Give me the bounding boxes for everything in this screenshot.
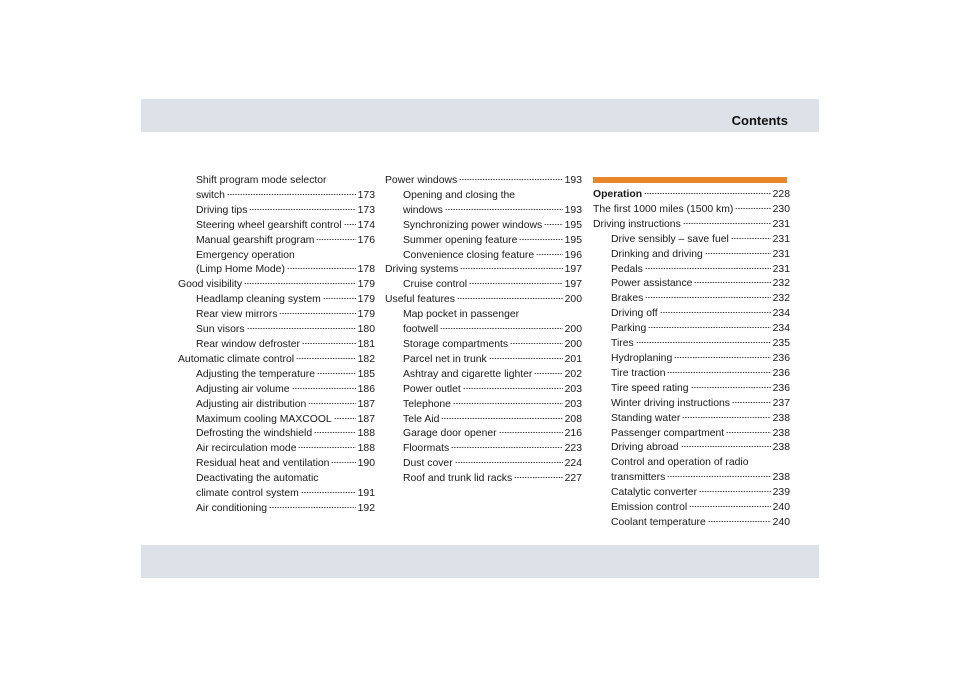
toc-page-number: 202 [564, 368, 582, 380]
toc-page-number: 181 [357, 338, 375, 350]
toc-entry[interactable] [385, 323, 582, 338]
toc-entry-line [178, 174, 375, 189]
footer-band [141, 545, 819, 578]
toc-entry[interactable] [178, 219, 375, 234]
toc-entry[interactable] [385, 338, 582, 353]
dot-leader [441, 417, 562, 420]
toc-entry-title: windows [403, 204, 443, 216]
toc-entry[interactable] [593, 322, 790, 337]
toc-entry[interactable] [385, 472, 582, 487]
toc-entry-title: Shift program mode selector [196, 175, 327, 186]
toc-entry-line [178, 472, 375, 487]
toc-entry-title: Storage compartments [403, 338, 509, 350]
toc-entry-title: Driving tips [196, 204, 248, 216]
toc-page-number: 236 [772, 352, 790, 364]
toc-entry-title: Tires [611, 338, 634, 350]
toc-entry[interactable] [178, 502, 375, 517]
dot-leader [453, 402, 563, 405]
toc-page-number: 231 [772, 218, 790, 230]
dot-leader [292, 387, 356, 390]
dot-leader [301, 491, 356, 494]
header-band [141, 99, 819, 132]
toc-page-number: 187 [357, 413, 375, 425]
dot-leader [674, 356, 770, 359]
toc-entry[interactable] [385, 368, 582, 383]
dot-leader [463, 387, 563, 390]
toc-entry-title: Power outlet [403, 383, 461, 395]
dot-leader [708, 520, 771, 523]
toc-entry[interactable] [385, 293, 582, 308]
toc-entry-title: Ashtray and cigarette lighter [403, 368, 533, 380]
toc-entry-title: Parcel net in trunk [403, 353, 487, 365]
dot-leader [279, 312, 355, 315]
toc-entry[interactable] [593, 352, 790, 367]
toc-page-number: 192 [357, 502, 375, 514]
toc-entry-title: Driving instructions [593, 218, 681, 230]
dot-leader [735, 207, 770, 210]
toc-entry[interactable] [178, 338, 375, 353]
toc-entry-title: Map pocket in passenger [403, 309, 520, 321]
toc-entry-title: Useful features [385, 294, 455, 306]
toc-entry-title: Operation [593, 189, 643, 200]
toc-entry-title: Maximum cooling MAXCOOL [196, 413, 332, 425]
toc-entry[interactable] [593, 486, 790, 501]
page-title: Contents [731, 113, 788, 128]
toc-page-number: 238 [772, 412, 790, 424]
dot-leader [331, 461, 355, 464]
toc-entry[interactable] [178, 427, 375, 442]
toc-entry[interactable] [178, 308, 375, 323]
toc-entry-title: Brakes [611, 293, 644, 305]
toc-entry-line [178, 249, 375, 264]
toc-entry[interactable] [385, 263, 582, 278]
toc-entry-title: Rear window defroster [196, 338, 300, 350]
toc-entry-title: Synchronizing power windows [403, 219, 543, 231]
dot-leader [460, 267, 562, 270]
dot-leader [440, 327, 562, 330]
toc-entry[interactable] [385, 398, 582, 413]
dot-leader [726, 431, 770, 434]
dot-leader [287, 267, 356, 270]
toc-entry-title: Adjusting air distribution [196, 398, 307, 410]
toc-entry[interactable] [593, 367, 790, 382]
dot-leader [469, 282, 563, 285]
dot-leader [298, 446, 355, 449]
toc-page-number: 182 [357, 353, 375, 365]
toc-page-number: 173 [357, 204, 375, 216]
toc-entry[interactable] [593, 218, 790, 233]
dot-leader [227, 193, 356, 196]
dot-leader [499, 431, 563, 434]
dot-leader [645, 296, 770, 299]
toc-entry[interactable] [178, 442, 375, 457]
toc-entry[interactable] [593, 337, 790, 352]
toc-entry-title: Good visibility [178, 279, 243, 291]
dot-leader [691, 386, 771, 389]
dot-leader [457, 297, 563, 300]
toc-entry-title: Emission control [611, 502, 688, 514]
dot-leader [681, 445, 771, 448]
toc-entry-title: Power windows [385, 175, 458, 186]
toc-entry-title: Passenger compartment [611, 427, 725, 439]
toc-entry-title: Parking [611, 323, 647, 335]
dot-leader [451, 446, 562, 449]
toc-entry-title: (Limp Home Mode) [196, 264, 285, 276]
toc-entry-title: Steering wheel gearshift control [196, 219, 342, 231]
toc-page-number: 190 [357, 458, 375, 470]
dot-leader [489, 357, 563, 360]
toc-entry-title: Automatic climate control [178, 353, 295, 365]
toc-page-number: 179 [357, 279, 375, 291]
toc-entry-title: Floormats [403, 443, 450, 455]
toc-column-3 [593, 188, 790, 531]
toc-entry[interactable] [385, 204, 582, 219]
toc-entry[interactable] [593, 248, 790, 263]
toc-page-number: 228 [772, 189, 790, 200]
toc-entry[interactable] [178, 383, 375, 398]
toc-entry-title: Tele Aid [403, 413, 440, 425]
toc-page-number: 196 [564, 249, 582, 261]
toc-entry[interactable] [178, 487, 375, 502]
toc-entry[interactable] [178, 353, 375, 368]
dot-leader [247, 327, 356, 330]
toc-page-number: 179 [357, 309, 375, 321]
toc-entry[interactable] [178, 457, 375, 472]
toc-entry[interactable] [178, 263, 375, 278]
toc-page-number: 195 [564, 219, 582, 231]
toc-entry[interactable] [178, 368, 375, 383]
toc-page-number: 197 [564, 264, 582, 276]
toc-entry-title: Driving abroad [611, 442, 679, 454]
toc-entry[interactable] [593, 471, 790, 486]
toc-entry-title: Air recirculation mode [196, 443, 297, 455]
toc-entry-title: Deactivating the automatic [196, 473, 319, 485]
toc-page-number: 230 [772, 203, 790, 215]
toc-page-number: 239 [772, 487, 790, 499]
toc-page-number: 232 [772, 293, 790, 305]
toc-entry[interactable] [593, 277, 790, 292]
dot-leader [455, 461, 563, 464]
toc-entry[interactable] [593, 203, 790, 218]
toc-entry[interactable] [593, 263, 790, 278]
toc-entry[interactable] [385, 278, 582, 293]
toc-entry-title: Dust cover [403, 458, 453, 470]
toc-page-number: 193 [564, 204, 582, 216]
toc-page-number: 176 [357, 234, 375, 246]
toc-entry[interactable] [178, 323, 375, 338]
toc-entry[interactable] [385, 427, 582, 442]
toc-entry-title: Standing water [611, 412, 681, 424]
dot-leader [682, 416, 770, 419]
toc-entry-line [385, 189, 582, 204]
toc-entry-title: footwell [403, 324, 439, 336]
toc-entry-title: Tire traction [611, 367, 666, 379]
dot-leader [645, 267, 771, 270]
dot-leader [694, 281, 770, 284]
dot-leader [244, 282, 356, 285]
toc-entry-title: Tire speed rating [611, 382, 689, 394]
toc-page-number: 191 [357, 488, 375, 500]
toc-entry-title: Adjusting air volume [196, 383, 290, 395]
toc-entry-title: Defrosting the windshield [196, 428, 313, 440]
toc-page-number: 188 [357, 428, 375, 440]
dot-leader [316, 238, 355, 241]
toc-page-number: 200 [564, 338, 582, 350]
toc-entry-title: Cruise control [403, 279, 468, 291]
toc-entry[interactable] [593, 188, 790, 203]
dot-leader [683, 222, 771, 225]
toc-entry[interactable] [593, 427, 790, 442]
dot-leader [689, 505, 770, 508]
toc-entry-title: switch [196, 189, 225, 201]
toc-page-number: 195 [564, 234, 582, 246]
toc-entry-title: Garage door opener [403, 428, 497, 440]
toc-entry[interactable] [385, 383, 582, 398]
dot-leader [314, 431, 356, 434]
toc-entry-title: Sun visors [196, 324, 245, 336]
toc-page-number: 236 [772, 367, 790, 379]
toc-page-number: 174 [357, 219, 375, 231]
toc-entry[interactable] [385, 174, 582, 189]
toc-entry-title: Coolant temperature [611, 516, 706, 528]
toc-entry[interactable] [593, 292, 790, 307]
toc-page-number: 173 [357, 189, 375, 201]
toc-entry-title: Hydroplaning [611, 352, 673, 364]
dot-leader [534, 372, 562, 375]
toc-entry-title: The first 1000 miles (1500 km) [593, 203, 734, 215]
toc-entry[interactable] [593, 501, 790, 516]
toc-entry-title: Catalytic converter [611, 487, 698, 499]
toc-page-number: 193 [564, 175, 582, 186]
toc-entry[interactable] [593, 516, 790, 531]
dot-leader [667, 371, 770, 374]
toc-entry-line [385, 308, 582, 323]
dot-leader [519, 238, 562, 241]
toc-page-number: 240 [772, 516, 790, 528]
toc-page-number: 236 [772, 382, 790, 394]
dot-leader [544, 223, 562, 226]
dot-leader [536, 253, 563, 256]
toc-page-number: 240 [772, 502, 790, 514]
toc-entry[interactable] [385, 442, 582, 457]
toc-entry-title: Adjusting the temperature [196, 368, 315, 380]
section-accent-bar [593, 177, 787, 183]
toc-page-number: 203 [564, 383, 582, 395]
dot-leader [249, 208, 355, 211]
toc-entry-title: Emergency operation [196, 249, 295, 261]
dot-leader [731, 237, 771, 240]
dot-leader [445, 208, 563, 211]
dot-leader [699, 490, 771, 493]
toc-entry[interactable] [593, 233, 790, 248]
dot-leader [296, 357, 356, 360]
toc-entry-title: climate control system [196, 488, 299, 500]
toc-page-number: 197 [564, 279, 582, 291]
toc-entry-title: Control and operation of radio [611, 457, 749, 469]
toc-column-1 [178, 174, 375, 517]
toc-entry-title: Drinking and driving [611, 248, 703, 260]
dot-leader [667, 475, 770, 478]
toc-page-number: 234 [772, 308, 790, 320]
toc-entry[interactable] [385, 219, 582, 234]
dot-leader [510, 342, 563, 345]
toc-entry-title: Pedals [611, 263, 643, 275]
dot-leader [648, 326, 770, 329]
toc-entry-title: Driving systems [385, 264, 459, 276]
toc-entry[interactable] [593, 307, 790, 322]
toc-page-number: 231 [772, 263, 790, 275]
toc-entry[interactable] [385, 413, 582, 428]
toc-entry-title: Telephone [403, 398, 451, 410]
toc-page-number: 179 [357, 294, 375, 306]
toc-entry[interactable] [385, 234, 582, 249]
toc-page-number: 216 [564, 428, 582, 440]
dot-leader [323, 297, 356, 300]
toc-entry-title: Convenience closing feature [403, 249, 535, 261]
toc-entry-title: Manual gearshift program [196, 234, 315, 246]
toc-entry[interactable] [385, 249, 582, 264]
toc-entry[interactable] [178, 293, 375, 308]
dot-leader [269, 506, 356, 509]
toc-entry[interactable] [178, 413, 375, 428]
toc-page-number: 185 [357, 368, 375, 380]
toc-entry-line [593, 456, 790, 471]
toc-entry-title: Driving off [611, 308, 658, 320]
toc-page-number: 238 [772, 442, 790, 454]
toc-entry[interactable] [593, 412, 790, 427]
toc-entry[interactable] [178, 189, 375, 204]
toc-entry-title: Roof and trunk lid racks [403, 473, 513, 485]
toc-entry-title: Headlamp cleaning system [196, 294, 321, 306]
toc-page-number: 237 [772, 397, 790, 409]
toc-entry-title: Winter driving instructions [611, 397, 730, 409]
toc-page-number: 187 [357, 398, 375, 410]
toc-page-number: 203 [564, 398, 582, 410]
toc-page-number: 238 [772, 472, 790, 484]
dot-leader [660, 311, 771, 314]
dot-leader [459, 178, 562, 181]
toc-page-number: 200 [564, 324, 582, 336]
toc-page-number: 227 [564, 473, 582, 485]
toc-entry-title: Residual heat and ventilation [196, 458, 330, 470]
dot-leader [317, 372, 356, 375]
toc-page-number: 208 [564, 413, 582, 425]
toc-page-number: 180 [357, 324, 375, 336]
toc-entry-title: Summer opening feature [403, 234, 518, 246]
toc-column-2 [385, 174, 582, 487]
toc-page-number: 178 [357, 264, 375, 276]
dot-leader [644, 192, 771, 195]
toc-page-number: 186 [357, 383, 375, 395]
toc-entry[interactable] [593, 397, 790, 412]
toc-entry[interactable] [593, 382, 790, 397]
toc-entry-title: Rear view mirrors [196, 309, 278, 321]
dot-leader [334, 417, 356, 420]
dot-leader [302, 342, 356, 345]
toc-entry-title: transmitters [611, 472, 666, 484]
dot-leader [308, 402, 355, 405]
toc-entry[interactable] [385, 457, 582, 472]
toc-entry[interactable] [178, 204, 375, 219]
toc-page-number: 201 [564, 353, 582, 365]
dot-leader [636, 341, 771, 344]
toc-entry[interactable] [178, 234, 375, 249]
toc-page-number: 232 [772, 278, 790, 290]
dot-leader [344, 223, 356, 226]
toc-entry-title: Air conditioning [196, 502, 268, 514]
toc-page-number: 188 [357, 443, 375, 455]
toc-page-number: 223 [564, 443, 582, 455]
toc-entry[interactable] [385, 353, 582, 368]
dot-leader [705, 252, 771, 255]
toc-page-number: 238 [772, 427, 790, 439]
toc-entry-title: Opening and closing the [403, 189, 516, 201]
toc-page-number: 231 [772, 248, 790, 260]
toc-entry[interactable] [593, 441, 790, 456]
dot-leader [732, 401, 771, 404]
toc-entry[interactable] [178, 398, 375, 413]
toc-entry-title: Power assistance [611, 278, 693, 290]
toc-entry-title: Drive sensibly – save fuel [611, 233, 729, 245]
toc-page-number: 234 [772, 323, 790, 335]
toc-page-number: 235 [772, 338, 790, 350]
dot-leader [514, 476, 563, 479]
toc-page-number: 231 [772, 233, 790, 245]
toc-page-number: 224 [564, 458, 582, 470]
toc-page-number: 200 [564, 294, 582, 306]
toc-entry[interactable] [178, 278, 375, 293]
